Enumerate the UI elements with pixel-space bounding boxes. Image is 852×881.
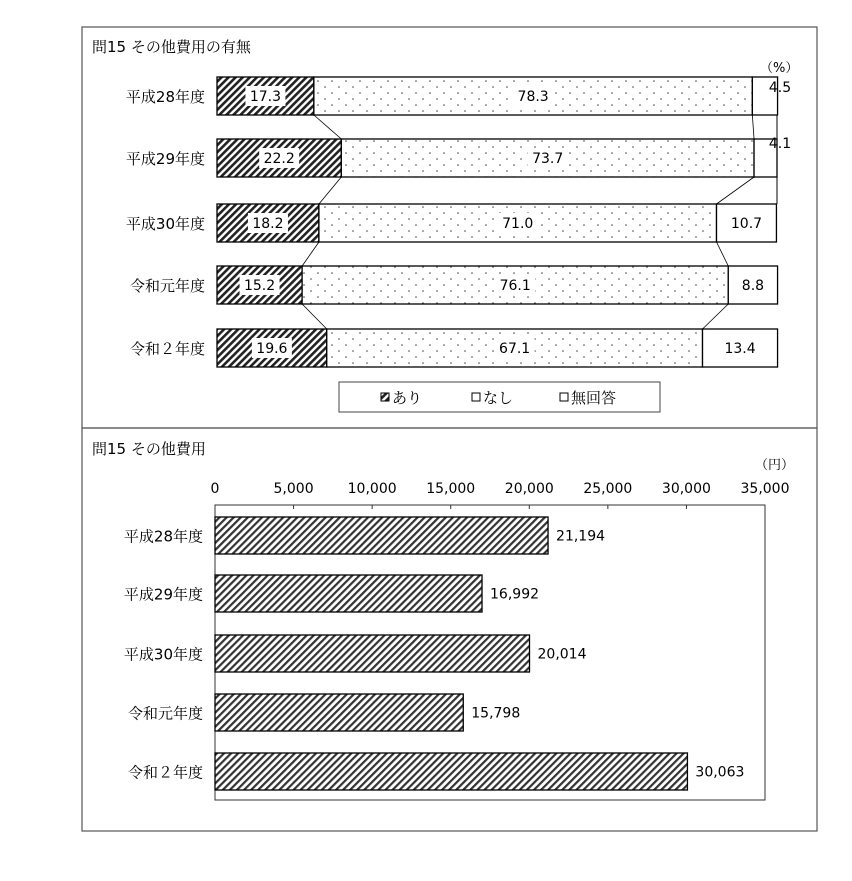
chart1-legend xyxy=(339,382,660,412)
connector-line xyxy=(752,115,754,139)
connector-line xyxy=(703,304,729,329)
connector-line xyxy=(717,242,729,266)
data-label: 78.3 xyxy=(517,89,549,105)
data-label: 17.3 xyxy=(249,89,282,105)
data-label: 8.8 xyxy=(741,278,765,294)
data-label: 67.1 xyxy=(499,341,531,357)
chart2-plot xyxy=(124,481,790,800)
chart2-title: 問15 その他費用 xyxy=(92,440,206,458)
x-tick-label: 30,000 xyxy=(661,481,711,497)
connector-line xyxy=(717,177,755,204)
data-label: 19.6 xyxy=(256,341,288,357)
legend-swatch-nashi xyxy=(472,393,480,401)
category-label: 平成30年度 xyxy=(123,645,203,664)
category-label: 令和元年度 xyxy=(127,704,203,723)
data-label: 4.1 xyxy=(768,136,792,152)
chart1-title: 問15 その他費用の有無 xyxy=(92,38,251,56)
data-label: 18.2 xyxy=(252,216,284,232)
data-label: 16,992 xyxy=(490,586,540,603)
x-tick-label: 25,000 xyxy=(583,481,633,497)
chart1-unit: （%） xyxy=(760,61,799,76)
data-label: 4.5 xyxy=(768,80,792,96)
legend-label-ari: あり xyxy=(392,389,423,407)
category-label: 平成30年度 xyxy=(125,215,205,233)
legend-swatch-ari xyxy=(381,393,389,401)
connector-line xyxy=(302,304,327,329)
x-tick-label: 10,000 xyxy=(347,481,397,497)
data-label: 22.2 xyxy=(263,151,295,167)
bar xyxy=(215,635,530,672)
chart2-unit: （円） xyxy=(755,458,795,473)
legend-label-nashi: なし xyxy=(483,389,514,407)
data-label: 10.7 xyxy=(730,216,763,232)
data-label: 13.4 xyxy=(724,341,756,357)
category-label: 平成29年度 xyxy=(125,150,205,168)
category-label: 平成28年度 xyxy=(123,527,203,546)
data-label: 21,194 xyxy=(556,528,606,545)
data-label: 15.2 xyxy=(243,278,276,294)
connector-line xyxy=(319,177,341,204)
category-label: 令和２年度 xyxy=(127,763,203,782)
x-tick-label: 5,000 xyxy=(273,481,314,497)
category-label: 令和２年度 xyxy=(129,340,205,358)
bar xyxy=(215,753,687,790)
data-label: 30,063 xyxy=(695,764,745,781)
category-label: 令和元年度 xyxy=(129,277,205,295)
bar xyxy=(215,517,548,554)
category-label: 平成29年度 xyxy=(123,585,203,604)
x-tick-label: 15,000 xyxy=(426,481,476,497)
data-label: 71.0 xyxy=(502,216,534,232)
data-label: 15,798 xyxy=(471,705,521,722)
data-label: 20,014 xyxy=(537,646,587,663)
legend-label-mukaito: 無回答 xyxy=(571,389,617,407)
bar xyxy=(215,694,463,731)
x-tick-label: 35,000 xyxy=(740,481,790,497)
x-tick-label: 0 xyxy=(210,481,220,497)
data-label: 76.1 xyxy=(499,278,531,294)
chart1-plot xyxy=(126,77,791,367)
category-label: 平成28年度 xyxy=(125,88,205,106)
connector-line xyxy=(314,115,341,139)
connector-line xyxy=(302,242,319,266)
data-label: 73.7 xyxy=(532,151,564,167)
x-tick-label: 20,000 xyxy=(504,481,554,497)
legend-swatch-mukaito xyxy=(560,393,568,401)
bar xyxy=(215,575,482,612)
